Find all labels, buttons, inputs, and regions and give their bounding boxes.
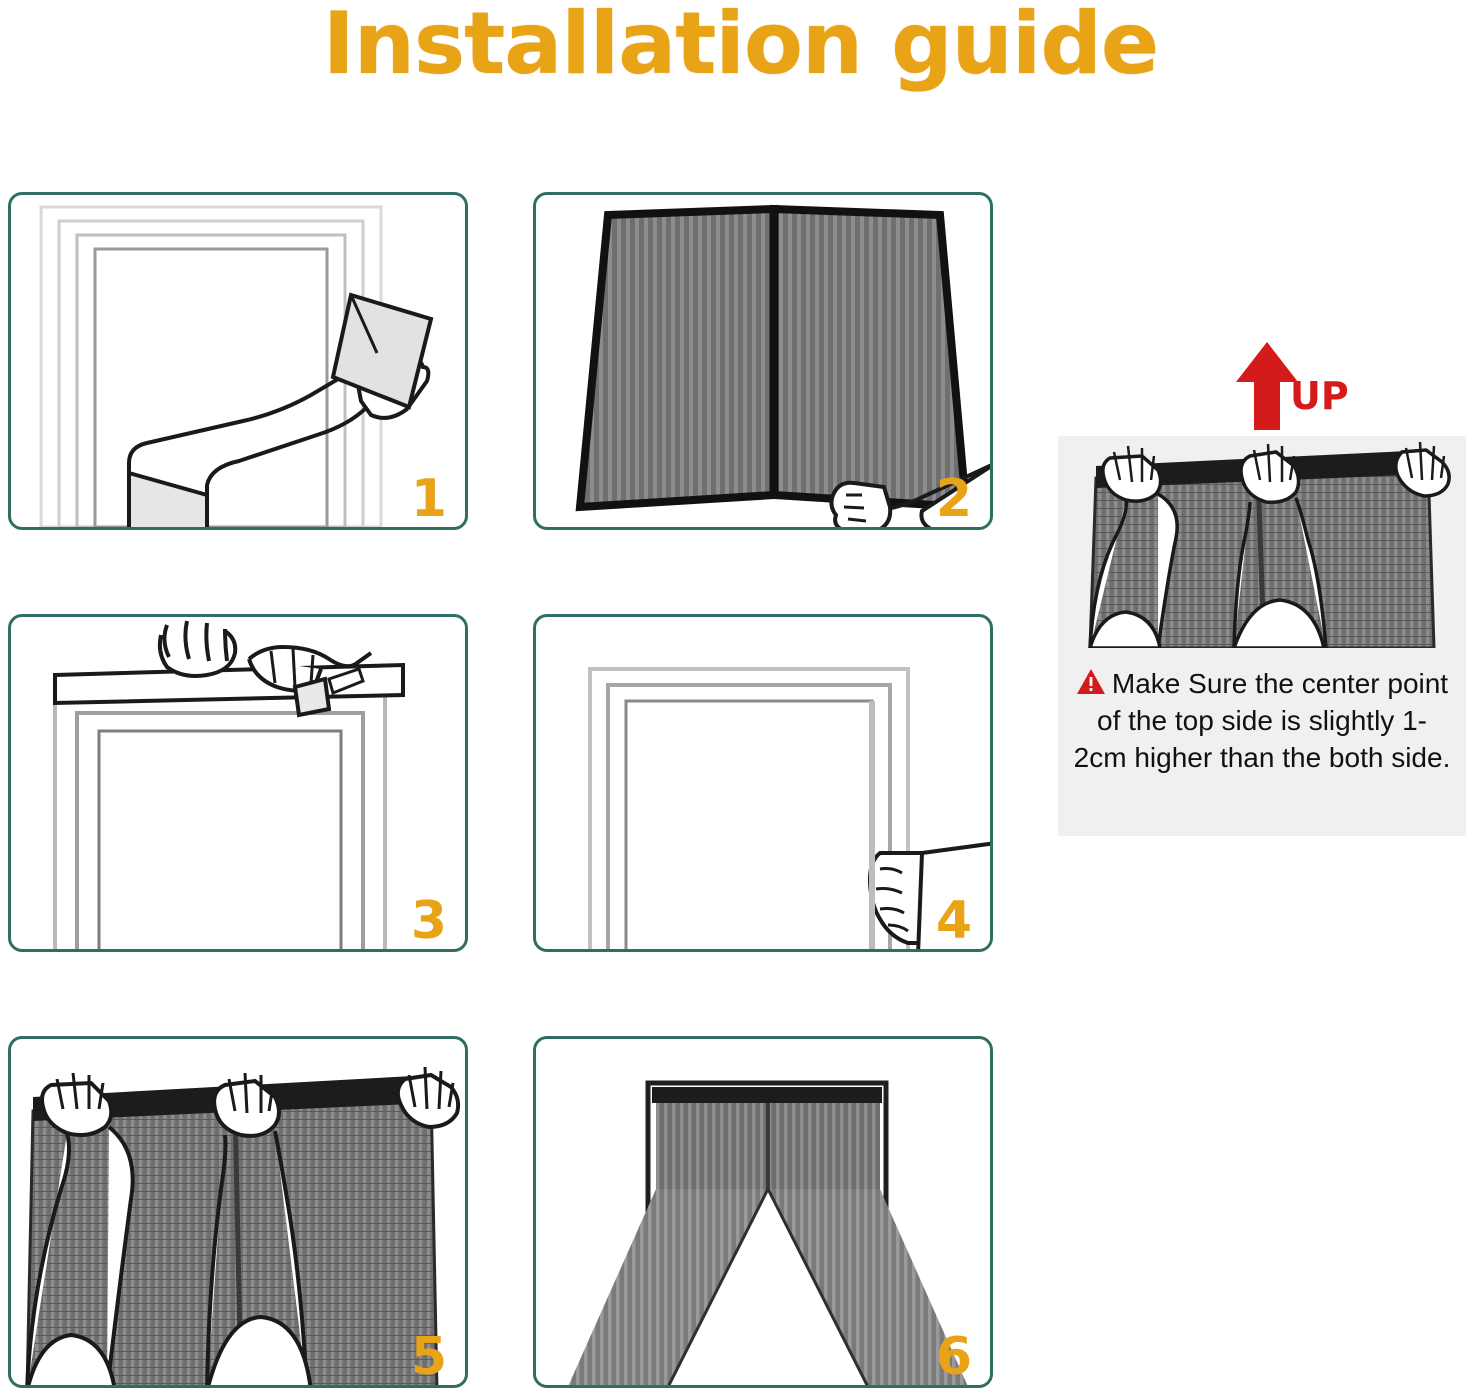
attach-curtain-top-edge-icon <box>11 1039 468 1388</box>
apply-adhesive-tape-to-top-frame-icon <box>11 617 468 952</box>
note-photo <box>1058 436 1466 648</box>
clean-door-frame-with-cloth-icon <box>11 195 468 530</box>
step-number-4: 4 <box>935 891 972 951</box>
step-number-5: 5 <box>410 1327 447 1387</box>
step-number-2: 2 <box>935 469 972 529</box>
page-title: Installation guide <box>322 0 1159 94</box>
press-tape-along-side-frame-icon <box>536 617 993 952</box>
step-panel-3 <box>8 614 468 952</box>
step-panel-4 <box>533 614 993 952</box>
step-number-3: 3 <box>410 891 447 951</box>
step-panel-6 <box>533 1036 993 1388</box>
attach-curtain-top-edge-icon <box>1058 436 1466 648</box>
step-number-1: 1 <box>410 469 447 529</box>
finished-installed-curtain-icon <box>536 1039 993 1388</box>
step-number-6: 6 <box>935 1327 972 1387</box>
warning-triangle-icon <box>1076 668 1106 695</box>
note-text-wrapper <box>1072 666 1452 777</box>
step-panel-1 <box>8 192 468 530</box>
step-panel-5 <box>8 1036 468 1388</box>
unfold-mesh-curtain-icon <box>536 195 993 530</box>
up-indicator <box>1232 340 1392 430</box>
note-text: Make Sure the center point of the top side is slightly 1-2cm higher than the both side. <box>1073 668 1451 773</box>
up-label: UP <box>1290 374 1349 418</box>
note-callout <box>1058 648 1466 836</box>
step-panel-2 <box>533 192 993 530</box>
